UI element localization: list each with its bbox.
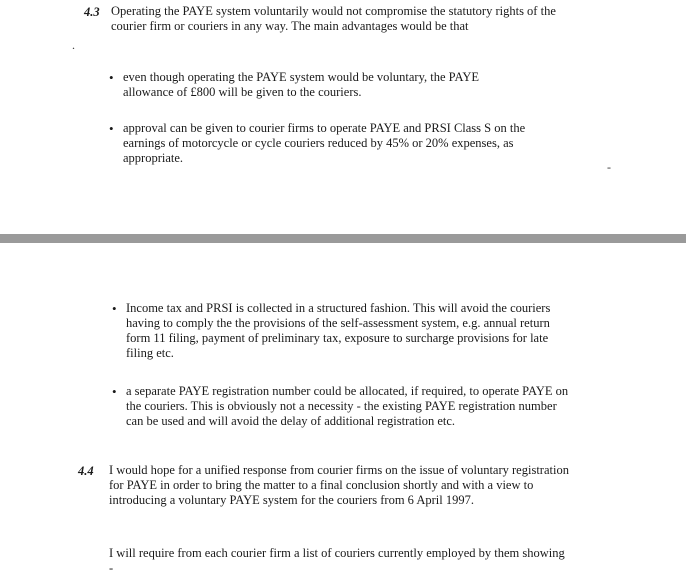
document-page-bottom — [0, 243, 686, 582]
bullet-icon: • — [109, 121, 114, 136]
bullet-icon: • — [112, 301, 117, 316]
section-number-4-3: 4.3 — [84, 5, 100, 19]
bullet-separate-registration: a separate PAYE registration number could be allocated, if required, to operate PAYE on the couriers. This is obviously not a necessity - the existing PAYE registration number can be used and will avoid the delay of additional registration etc. — [126, 384, 569, 428]
bullet-icon: • — [112, 384, 117, 399]
section-4-3-intro: Operating the PAYE system voluntarily would not compromise the statutory rights of the courier firm or couriers in any way. The main advantages would be that — [111, 4, 556, 33]
scan-dash: - — [607, 160, 611, 174]
bullet-income-tax-prsi: Income tax and PRSI is collected in a structured fashion. This will avoid the couriers having to comply the the provisions of the self-assessment system, e.g. annual return form 11 filing, payment of preliminary tax, exposure to surcharge provisions for late filing etc. — [126, 301, 551, 360]
section-number-4-4: 4.4 — [78, 464, 94, 478]
section-4-4-text: I would hope for a unified response from courier firms on the issue of voluntary registration for PAYE in order to bring the matter to a final conclusion shortly and with a view to introducing a voluntary PAYE system for the couriers from 6 April 1997. — [109, 463, 569, 507]
page-divider — [0, 234, 686, 243]
bullet-paye-allowance: even though operating the PAYE system would be voluntary, the PAYE allowance of £800 will be given to the couriers. — [123, 70, 479, 99]
document-page-top — [0, 0, 686, 234]
section-4-4-follow-up: I will require from each courier firm a list of couriers currently employed by them showing - — [109, 546, 565, 575]
bullet-approval-class-s: approval can be given to courier firms to operate PAYE and PRSI Class S on the earnings of motorcycle or cycle couriers reduced by 45% or 20% expenses, as appropriate. — [123, 121, 526, 165]
bullet-icon: • — [109, 70, 114, 85]
scan-speck: . — [72, 38, 75, 52]
